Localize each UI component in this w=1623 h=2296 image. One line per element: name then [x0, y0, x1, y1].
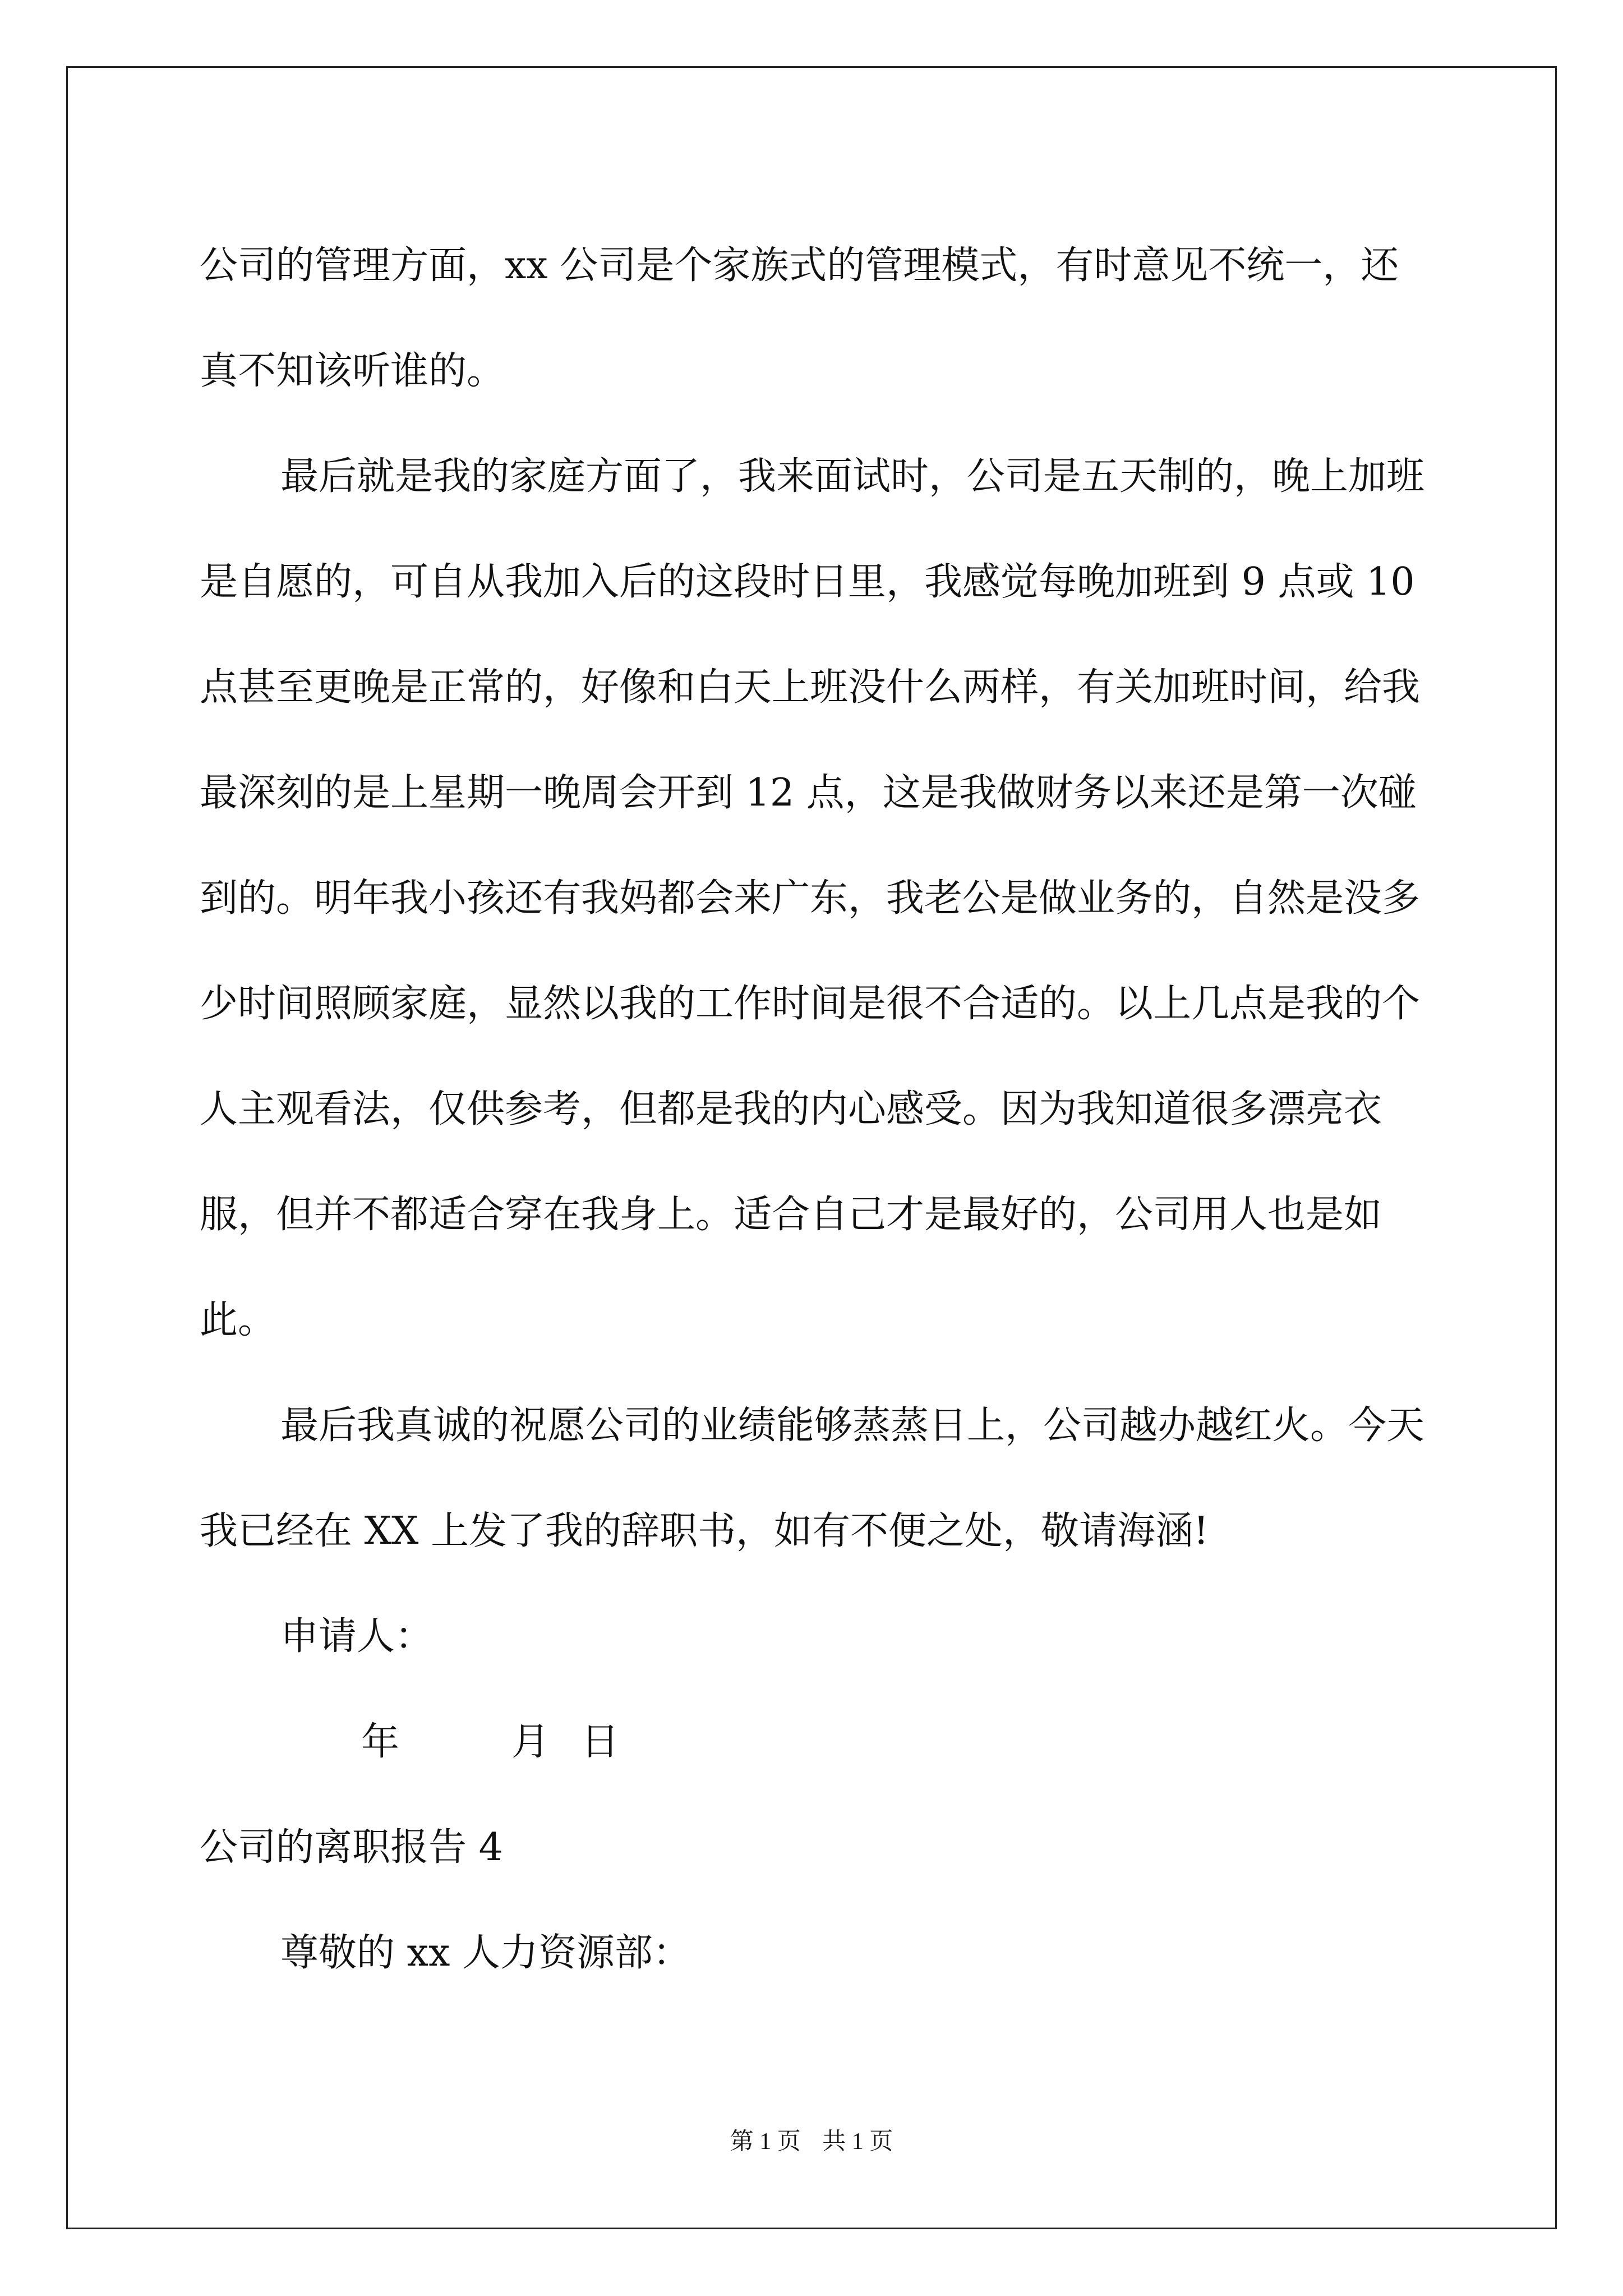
date-month: 月 — [511, 1720, 550, 1764]
date-day: 日 — [581, 1720, 620, 1764]
paragraph-management: 公司的管理方面，xx 公司是个家族式的管理模式，有时意见不统一，还真不知该听谁的。 — [200, 243, 1399, 393]
date-year: 年 — [361, 1720, 400, 1764]
date-line — [200, 1690, 1433, 1795]
page-total: 共 1 页 — [822, 2129, 893, 2155]
document-body — [200, 213, 1433, 2006]
salutation: 尊敬的 xx 人力资源部： — [280, 1931, 691, 1975]
page-footer — [0, 2123, 1623, 2156]
paragraph-wishes: 最后我真诚的祝愿公司的业绩能够蒸蒸日上，公司越办越红火。今天我已经在 XX 上发了我的辞职书，如有不便之处，敬请海涵! — [200, 1404, 1425, 1553]
paragraph-family: 最后就是我的家庭方面了，我来面试时，公司是五天制的，晚上加班是自愿的，可自从我加入后的这段时日里，我感觉每晚加班到 9 点或 10 点甚至更晚是正常的，好像和白天上班没什么两样，有关加班时间，给我最深刻的是上星期一晚周会开到 12 点，这是我做财务以来还是第一次碰到的。明年我小孩还有我妈都会来广东，我老公是做业务的，自然是没多少时间照顾家庭，显然以我的工作时间是很不合适的。以上几点是我的个人主观看法，仅供参考，但都是我的内心感受。因为我知道很多漂亮衣服，但并不都适合穿在我身上。适合自己才是最好的，公司用人也是如此。 — [200, 454, 1425, 1342]
section-title: 公司的离职报告 4 — [200, 1825, 503, 1870]
applicant-line: 申请人： — [280, 1614, 434, 1659]
page-number: 第 1 页 — [730, 2129, 801, 2155]
